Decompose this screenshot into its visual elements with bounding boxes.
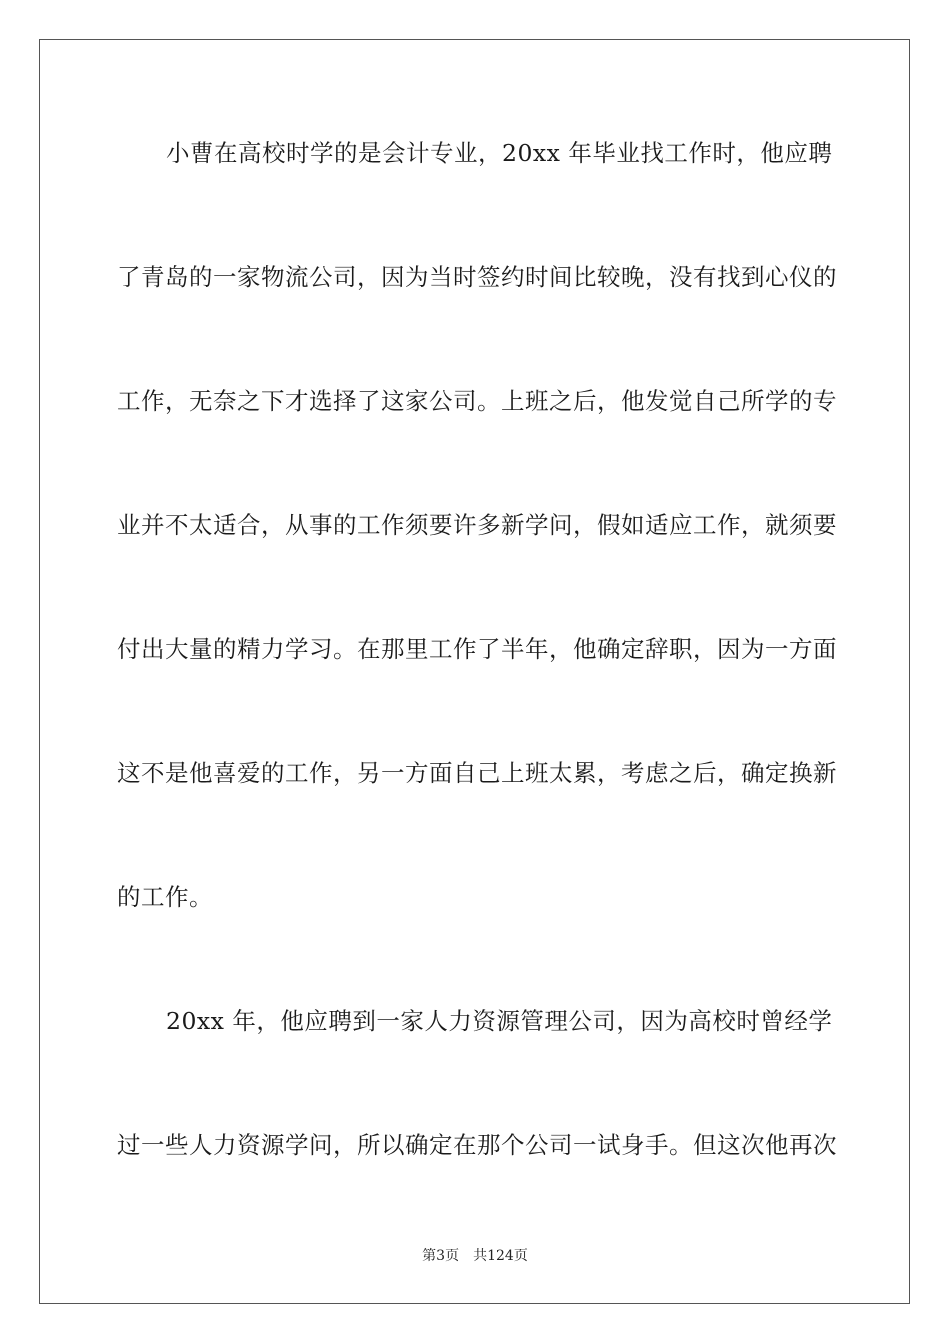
paragraph-1-line-1: 小曹在高校时学的是会计专业，20xx 年毕业找工作时，他应聘 (166, 139, 833, 167)
page-footer (0, 1247, 950, 1265)
paragraph-1-line-2: 了青岛的一家物流公司，因为当时签约时间比较晚，没有找到心仪的 (117, 263, 837, 291)
paragraph-1-line-7: 的工作。 (117, 883, 213, 911)
paragraph-1-line-5: 付出大量的精力学习。在那里工作了半年，他确定辞职，因为一方面 (117, 635, 837, 663)
page-border (39, 39, 910, 1304)
paragraph-1-line-6: 这不是他喜爱的工作，另一方面自己上班太累，考虑之后，确定换新 (117, 759, 837, 787)
paragraph-1-line-3: 工作，无奈之下才选择了这家公司。上班之后，他发觉自己所学的专 (117, 387, 837, 415)
page-number: 第3页 (422, 1248, 460, 1264)
paragraph-2-line-1: 20xx 年，他应聘到一家人力资源管理公司，因为高校时曾经学 (166, 1007, 833, 1035)
paragraph-1-line-4: 业并不太适合，从事的工作须要许多新学问，假如适应工作，就须要 (117, 511, 837, 539)
paragraph-2-line-2: 过一些人力资源学问，所以确定在那个公司一试身手。但这次他再次 (117, 1131, 837, 1159)
page-total: 共124页 (473, 1248, 528, 1264)
